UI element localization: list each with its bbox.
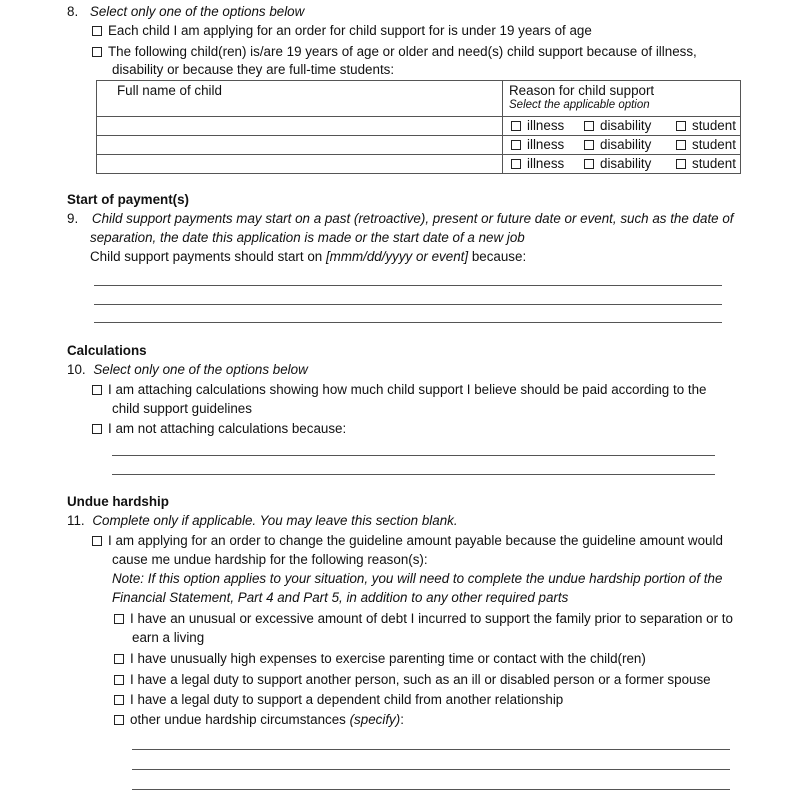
q11-reason-1-line2: earn a living xyxy=(132,630,205,645)
q11-reason-parenting-expenses[interactable] xyxy=(114,650,646,668)
q9-answer-line-2[interactable] xyxy=(94,304,722,305)
q10-instruction: Select only one of the options below xyxy=(93,362,308,377)
option-label: disability xyxy=(600,156,652,171)
reason-options xyxy=(503,155,741,174)
checkbox-icon[interactable] xyxy=(676,140,686,150)
q10-instruction-row xyxy=(67,361,308,379)
q11-number: 11. xyxy=(67,513,85,528)
q9-section-heading: Start of payment(s) xyxy=(67,192,190,207)
q8-option-1-label: Each child I am applying for an order for child support for is under 19 years of age xyxy=(108,23,592,38)
q9-answer-line-3[interactable] xyxy=(94,322,722,323)
q10-option-1-label-line1: I am attaching calculations showing how much child support I believe should be paid according to the xyxy=(108,382,707,397)
table-row xyxy=(97,155,741,174)
q10-option-2-label: I am not attaching calculations because: xyxy=(108,421,347,436)
q8-number: 8. xyxy=(67,4,79,19)
reason-header-label: Reason for child support xyxy=(509,83,655,98)
q11-reason-other[interactable] xyxy=(114,711,404,729)
q9-prompt-text: Child support payments should start on xyxy=(90,249,326,264)
option-student[interactable] xyxy=(676,118,736,134)
q9-prompt-suffix: because: xyxy=(468,249,527,264)
q11-section-heading: Undue hardship xyxy=(67,494,169,509)
checkbox-icon[interactable] xyxy=(114,675,124,685)
option-label: illness xyxy=(527,137,565,152)
q11-answer-line-1[interactable] xyxy=(132,749,730,750)
checkbox-icon[interactable] xyxy=(584,159,594,169)
q10-answer-line-1[interactable] xyxy=(112,455,715,456)
q9-instruction-line2: separation, the date this application is made or the start date of a new job xyxy=(90,230,525,245)
checkbox-icon[interactable] xyxy=(92,385,102,395)
checkbox-icon[interactable] xyxy=(511,121,521,131)
checkbox-icon[interactable] xyxy=(511,140,521,150)
child-name-input[interactable] xyxy=(97,117,503,136)
q8-option-19-or-older[interactable] xyxy=(92,43,697,61)
reason-options xyxy=(503,136,741,155)
q11-reason-4-label: I have a legal duty to support a dependent child from another relationship xyxy=(130,692,564,707)
option-disability[interactable] xyxy=(584,118,651,134)
checkbox-icon[interactable] xyxy=(92,47,102,57)
q8-instruction: Select only one of the options below xyxy=(89,4,305,19)
q11-note-line1: Note: If this option applies to your situation, you will need to complete the undue hardship portion of the xyxy=(112,571,723,586)
checkbox-icon[interactable] xyxy=(584,121,594,131)
q11-reason-dependent-child[interactable] xyxy=(114,691,563,709)
option-label: illness xyxy=(527,118,565,133)
checkbox-icon[interactable] xyxy=(114,614,124,624)
option-label: student xyxy=(692,156,736,171)
option-illness[interactable] xyxy=(511,137,564,153)
q11-reason-2-label: I have unusually high expenses to exercise parenting time or contact with the child(ren) xyxy=(130,651,646,666)
q9-date-placeholder: [mmm/dd/yyyy or event] xyxy=(325,249,469,264)
option-illness[interactable] xyxy=(511,156,564,172)
q9-number: 9. xyxy=(67,211,79,226)
q11-note-line2: Financial Statement, Part 4 and Part 5, in addition to any other required parts xyxy=(112,590,569,605)
checkbox-icon[interactable] xyxy=(114,715,124,725)
checkbox-icon[interactable] xyxy=(511,159,521,169)
checkbox-icon[interactable] xyxy=(676,159,686,169)
q9-instruction-row xyxy=(67,210,734,228)
child-name-input[interactable] xyxy=(97,136,503,155)
q10-number: 10. xyxy=(67,362,86,377)
checkbox-icon[interactable] xyxy=(584,140,594,150)
q11-reason-debt[interactable] xyxy=(114,610,733,628)
q11-reason-1-line1: I have an unusual or excessive amount of debt I incurred to support the family prior to separation or to xyxy=(130,611,733,626)
q11-reason-5-specify: (specify) xyxy=(349,712,401,727)
checkbox-icon[interactable] xyxy=(92,424,102,434)
option-illness[interactable] xyxy=(511,118,564,134)
col-header-full-name: Full name of child xyxy=(97,81,503,117)
reason-options xyxy=(503,117,741,136)
option-label: illness xyxy=(527,156,565,171)
q11-reason-5-colon: : xyxy=(400,712,404,727)
q8-header xyxy=(67,3,304,21)
option-label: student xyxy=(692,118,736,133)
checkbox-icon[interactable] xyxy=(114,654,124,664)
checkbox-icon[interactable] xyxy=(114,695,124,705)
option-disability[interactable] xyxy=(584,137,651,153)
q9-instruction-line1: Child support payments may start on a past (retroactive), present or future date or event, such as the date of xyxy=(91,211,734,226)
q11-reason-support-another-person[interactable] xyxy=(114,671,711,689)
checkbox-icon[interactable] xyxy=(676,121,686,131)
option-student[interactable] xyxy=(676,156,736,172)
q11-main-option-line2: cause me undue hardship for the following reason(s): xyxy=(112,552,428,567)
option-disability[interactable] xyxy=(584,156,651,172)
q9-answer-line-1[interactable] xyxy=(94,285,722,286)
q10-option-1-label-line2: child support guidelines xyxy=(112,401,252,416)
reason-header-sub: Select the applicable option xyxy=(509,99,650,111)
q8-option-under-19[interactable] xyxy=(92,22,592,40)
q11-main-option-line1: I am applying for an order to change the guideline amount payable because the guideline amount would xyxy=(108,533,723,548)
option-label: student xyxy=(692,137,736,152)
child-name-input[interactable] xyxy=(97,155,503,174)
option-label: disability xyxy=(600,137,652,152)
q11-instruction: Complete only if applicable. You may leave this section blank. xyxy=(92,513,458,528)
q10-answer-line-2[interactable] xyxy=(112,474,715,475)
q11-answer-line-2[interactable] xyxy=(132,769,730,770)
q11-reason-3-label: I have a legal duty to support another person, such as an ill or disabled person or a former spouse xyxy=(130,672,711,687)
option-label: disability xyxy=(600,118,652,133)
q9-prompt xyxy=(90,248,526,266)
col-header-reason xyxy=(503,81,741,117)
q11-instruction-row xyxy=(67,512,458,530)
children-table-header xyxy=(97,81,741,117)
q10-section-heading: Calculations xyxy=(67,343,147,358)
checkbox-icon[interactable] xyxy=(92,26,102,36)
checkbox-icon[interactable] xyxy=(92,536,102,546)
q11-answer-line-3[interactable] xyxy=(132,789,730,790)
option-student[interactable] xyxy=(676,137,736,153)
q8-option-2-label-line2: disability or because they are full-time students: xyxy=(112,62,395,77)
q10-option-attaching[interactable] xyxy=(92,381,706,399)
q10-option-not-attaching[interactable] xyxy=(92,420,346,438)
q8-option-2-label-line1: The following child(ren) is/are 19 years of age or older and need(s) child support because of illness, xyxy=(108,44,697,59)
table-row xyxy=(97,117,741,136)
children-table xyxy=(96,80,741,174)
table-row xyxy=(97,136,741,155)
q11-reason-5-label: other undue hardship circumstances xyxy=(130,712,350,727)
q11-main-option[interactable] xyxy=(92,532,723,550)
